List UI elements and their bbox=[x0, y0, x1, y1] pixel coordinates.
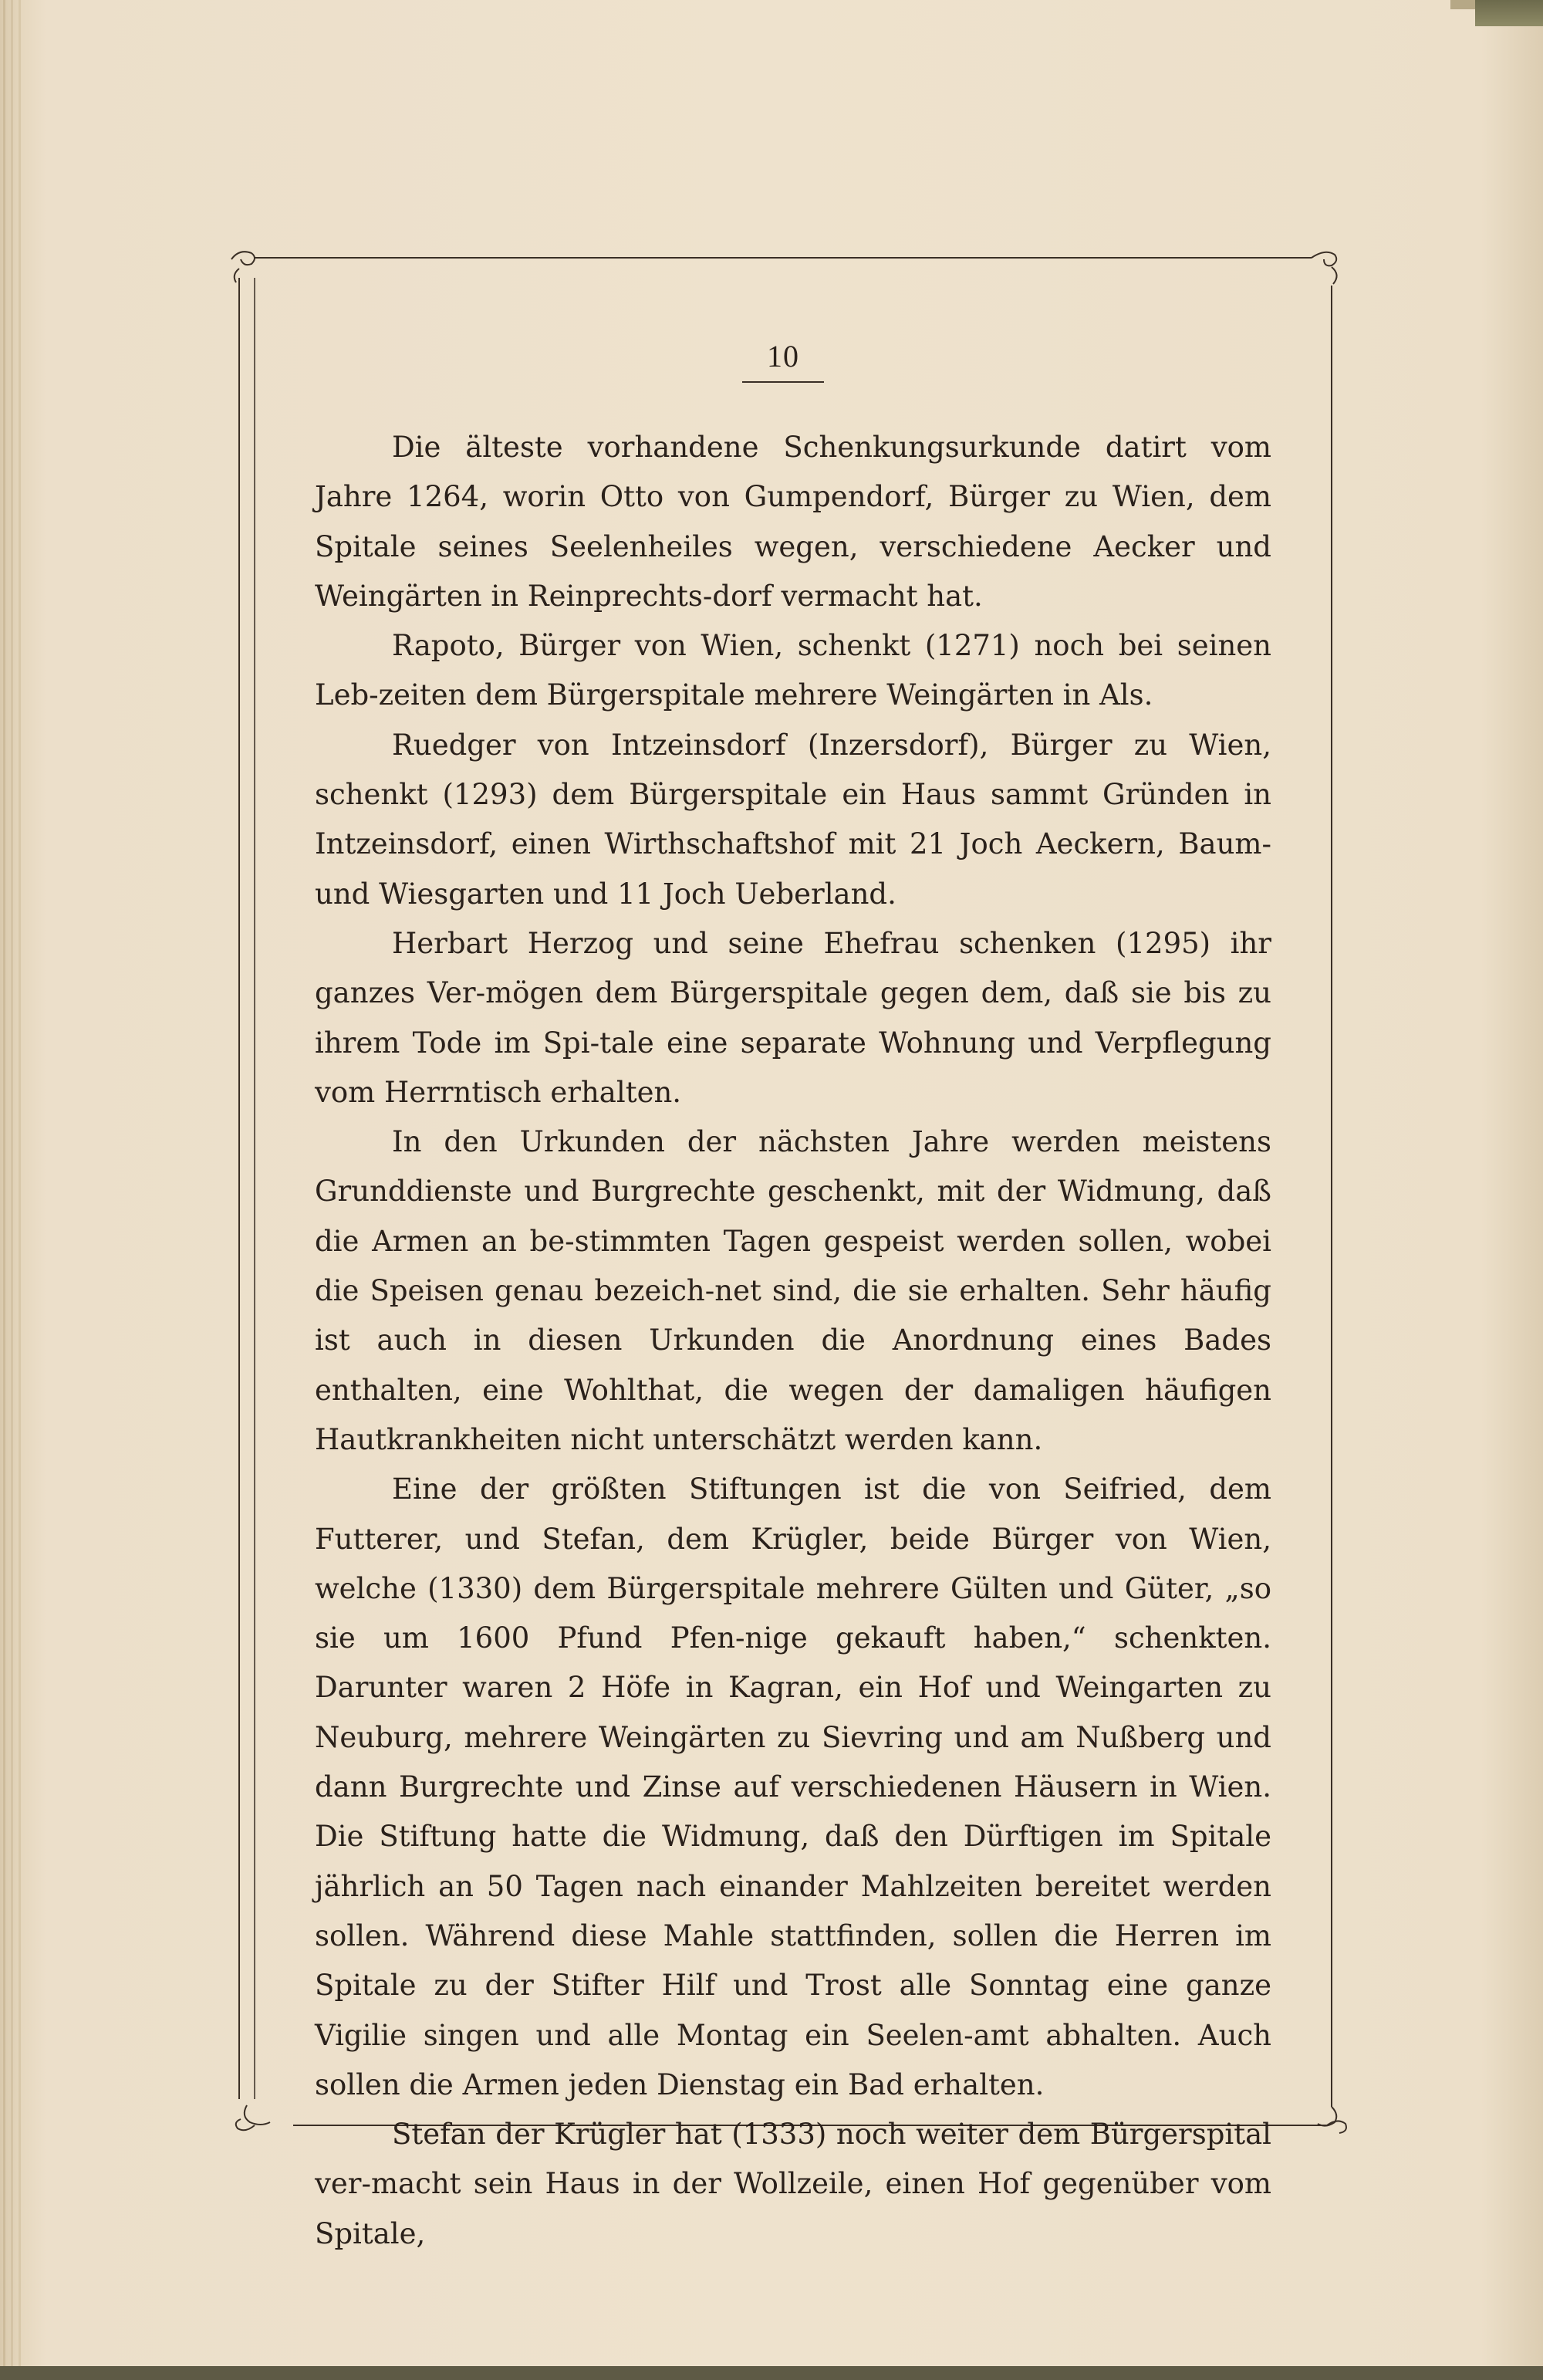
paragraph: Eine der größten Stiftungen ist die von Seifried, dem Futterer, und Stefan, dem Krügler, beide Bürger von Wien, welche (1330) dem Bürgerspitale mehrere Gülten und Güter, „so sie um 1600 Pfund Pfen-nige gekauft haben,“ schenkten. Darunter waren 2 Höfe in Kagran, ein Hof und Weingarten zu Neuburg, mehrere Weingärten zu Sievring und am Nußberg und dann Burgrechte und Zinse auf verschiedenen Häusern in Wien. Die Stiftung hatte die Widmung, daß den Dürftigen im Spitale jährlich an 50 Tagen nach einander Mahlzeiten bereitet werden sollen. Während diese Mahle stattfinden, sollen die Herren im Spitale zu der Stifter Hilf und Trost alle Sonntag eine ganze Vigilie singen und alle Montag ein Seelen-amt abhalten. Auch sollen die Armen jeden Dienstag ein Bad erhalten. bbox=[315, 1472, 1271, 2101]
paragraph: Herbart Herzog und seine Ehefrau schenken (1295) ihr ganzes Ver-mögen dem Bürgerspitale gegen dem, daß sie bis zu ihrem Tode im Spi-tale eine separate Wohnung und Verpflegung vom Herrntisch erhalten. bbox=[315, 926, 1271, 1109]
page-number: 10 bbox=[767, 339, 799, 374]
corner-ornament-bottom-right bbox=[1318, 2107, 1346, 2133]
corner-ornament-top-right bbox=[1312, 252, 1337, 284]
paragraph: Stefan der Krügler hat (1333) noch weiter dem Bürgerspital ver-macht sein Haus in der Wollzeile, einen Hof gegenüber vom Spitale, bbox=[315, 2118, 1271, 2250]
paragraph: Ruedger von Intzeinsdorf (Inzersdorf), Bürger zu Wien, schenkt (1293) dem Bürgerspitale ein Haus sammt Gründen in Intzeinsdorf, einen Wirthschaftshof mit 21 Joch Aeckern, Baum- und Wiesgarten und 11 Joch Ueberland. bbox=[315, 728, 1271, 911]
page-number-rule bbox=[742, 381, 824, 383]
corner-ornament-bottom-left bbox=[236, 2105, 270, 2130]
paragraph: Die älteste vorhandene Schenkungsurkunde datirt vom Jahre 1264, worin Otto von Gumpendorf, Bürger zu Wien, dem Spitale seines Seelenheiles wegen, verschiedene Aecker und Weingärten in Reinprechts-dorf vermacht hat. bbox=[315, 431, 1271, 613]
corner-ornament-top-left bbox=[231, 252, 255, 282]
paragraph: In den Urkunden der nächsten Jahre werden meistens Grunddienste und Burgrechte geschenkt, mit der Widmung, daß die Armen an be-stimmten Tagen gespeist werden sollen, wobei die Speisen genau bezeich-net sind, die sie erhalten. Sehr häufig ist auch in diesen Urkunden die Anordnung eines Bades enthalten, eine Wohlthat, die wegen der damaligen häufigen Hautkrankheiten nicht unterschätzt werden kann. bbox=[315, 1125, 1271, 1456]
paragraph: Rapoto, Bürger von Wien, schenkt (1271) noch bei seinen Leb-zeiten dem Bürgerspitale mehrere Weingärten in Als. bbox=[315, 629, 1271, 712]
body-text bbox=[315, 423, 1271, 2259]
